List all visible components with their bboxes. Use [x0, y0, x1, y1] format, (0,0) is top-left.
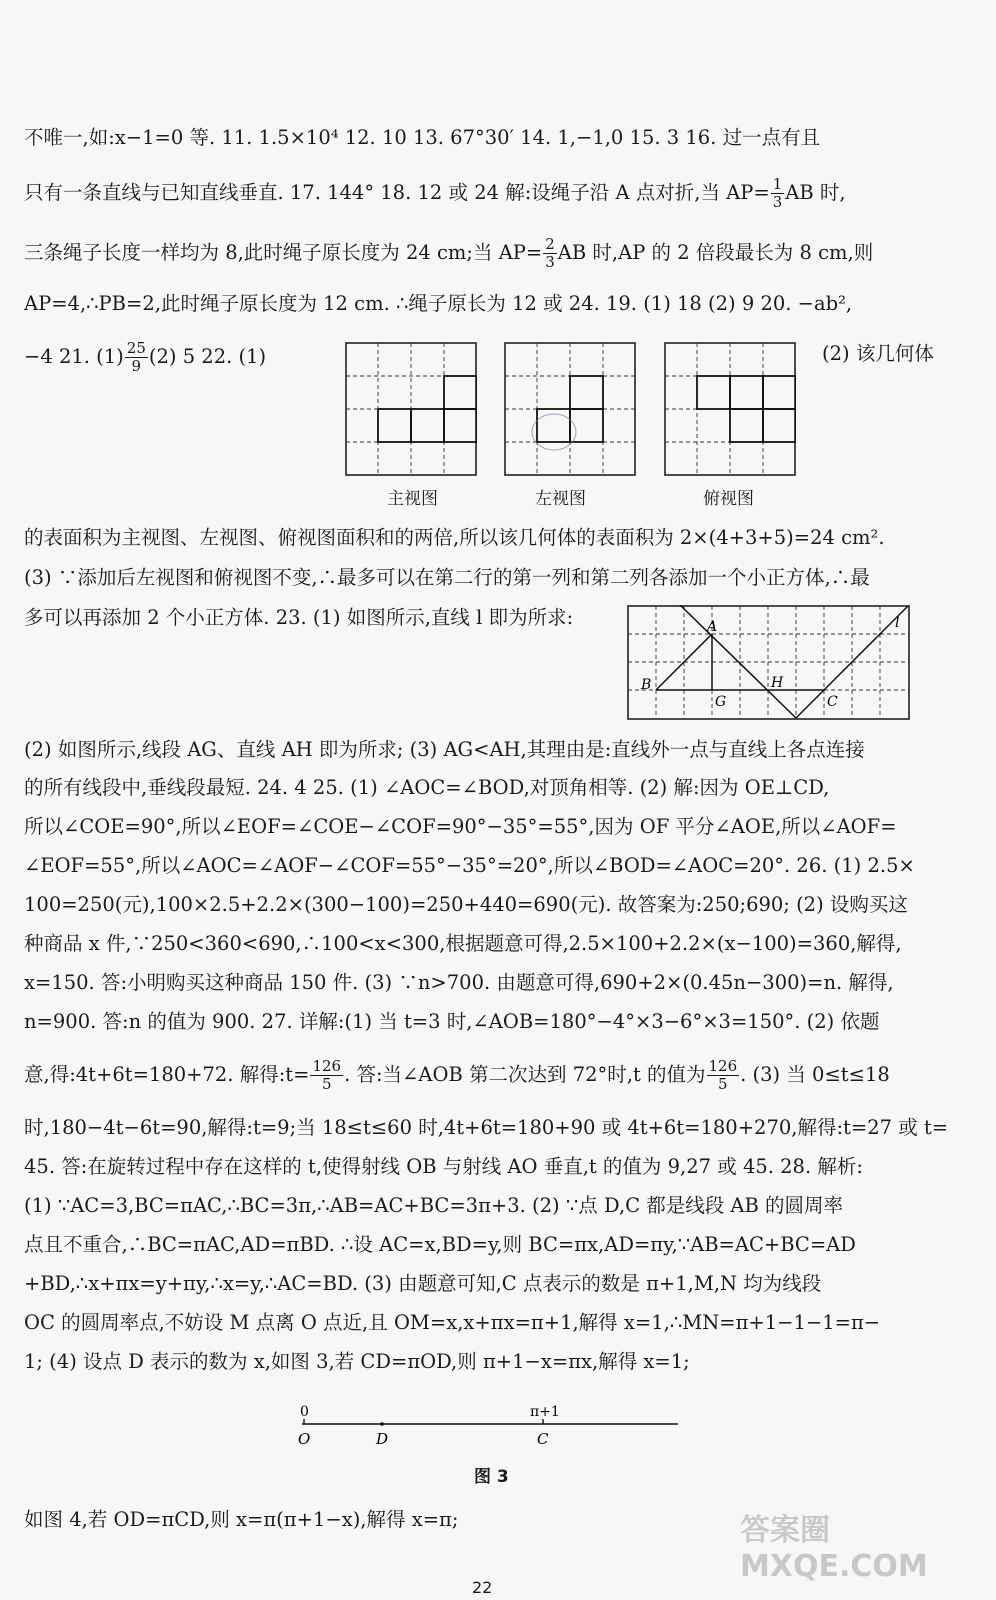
left-view-figure: [504, 342, 636, 476]
text-line-25: 如图 4,若 OD=πCD,则 x=π(π+1−x),解得 x=π;: [24, 1508, 459, 1531]
fraction-denominator: 9: [131, 357, 142, 375]
point-D: [380, 1422, 384, 1426]
text-line-16: n=900. 答:n 的值为 900. 27. 详解:(1) 当 t=3 时,∠AOB=180°−4°×3−6°×3=150°. (2) 依题: [24, 1010, 880, 1033]
text-line-13: 100=250(元),100×2.5+2.2×(300−100)=250+440=690(元). 故答案为:250;690; (2) 设购买这: [24, 893, 908, 916]
fraction-numerator: 126: [708, 1058, 738, 1075]
front-view-caption: 主视图: [387, 489, 438, 509]
fraction-numerator: 2: [545, 236, 555, 253]
fraction-q27b: [707, 1058, 740, 1093]
figure-3-caption: 图 3: [474, 1467, 509, 1487]
fraction-numerator: 126: [312, 1058, 342, 1075]
fraction-numerator: 25: [126, 340, 146, 357]
text-line-5-right: (2) 该几何体: [822, 342, 934, 365]
text-line-21: 点且不重合,∴BC=πAC,AD=πBD. ∴设 AC=x,BD=y,则 BC=πx,AD=πy,∵AB=AC+BC=AD: [24, 1233, 856, 1256]
text-line-7: (3) ∵添加后左视图和俯视图不变,∴最多可以在第二行的第一列和第二列各添加一个小正方体,∴最: [24, 566, 870, 589]
text-line-1: 不唯一,如:x−1=0 等. 11. 1.5×10⁴ 12. 10 13. 67°30′ 14. 1,−1,0 15. 3 16. 过一点有且: [24, 126, 821, 149]
text-line-10: 的所有线段中,垂线段最短. 24. 4 25. (1) ∠AOC=∠BOD,对顶角相等. (2) 解:因为 OE⊥CD,: [24, 776, 830, 799]
fraction-q27a: [310, 1058, 343, 1093]
number-line-figure: [290, 1400, 690, 1454]
text-line-15: x=150. 答:小明购买这种商品 150 件. (3) ∵n>700. 由题意可得,690+2×(0.45n−300)=n. 解得,: [24, 971, 894, 994]
text-line-12: ∠EOF=55°,所以∠AOC=∠AOF−∠COF=55°−35°=20°,所以∠BOD=∠AOC=20°. 26. (1) 2.5×: [24, 854, 915, 877]
fraction-one-third: [771, 176, 785, 211]
fraction-numerator: 1: [772, 176, 783, 193]
fraction-q21: [125, 340, 148, 375]
text-line-17-mid: . 答:当∠AOB 第二次达到 72°时,t 的值为: [344, 1063, 706, 1086]
label-l: l: [895, 615, 900, 631]
text-line-8: 多可以再添加 2 个小正方体. 23. (1) 如图所示,直线 l 即为所求:: [24, 606, 574, 629]
watermark: 答案圈 MXQE.COM: [740, 1513, 928, 1584]
text-line-17-tail: . (3) 当 0≤t≤18: [740, 1063, 890, 1086]
page-number: 22: [472, 1578, 493, 1597]
left-view-caption: 左视图: [535, 489, 586, 509]
label-C-numberline: C: [537, 1430, 549, 1448]
text-line-20: (1) ∵AC=3,BC=πAC,∴BC=3π,∴AB=AC+BC=3π+3. (2) ∵点 D,C 都是线段 AB 的圆周率: [24, 1194, 844, 1217]
q23-grid-figure: [627, 605, 910, 720]
fraction-two-thirds: [543, 236, 557, 271]
label-G: G: [715, 694, 727, 710]
text-line-3-head: 三条绳子长度一样均为 8,此时绳子原长度为 24 cm;当 AP=: [24, 241, 543, 264]
label-B: B: [641, 677, 652, 693]
text-line-2-head: 只有一条直线与已知直线垂直. 17. 144° 18. 12 或 24 解:设绳子沿 A 点对折,当 AP=: [24, 181, 770, 204]
text-line-4: AP=4,∴PB=2,此时绳子原长度为 12 cm. ∴绳子原长为 12 或 24. 19. (1) 18 (2) 9 20. −ab²,: [24, 292, 853, 315]
front-view-figure: [345, 342, 477, 476]
text-line-18: 时,180−4t−6t=90,解得:t=9;当 18≤t≤60 时,4t+6t=180+90 或 4t+6t=180+270,解得:t=27 或 t=: [24, 1116, 949, 1139]
label-C: C: [827, 694, 838, 710]
label-D: D: [376, 1430, 389, 1448]
label-H: H: [771, 675, 784, 691]
text-line-11: 所以∠COE=90°,所以∠EOF=∠COE−∠COF=90°−35°=55°,因为 OF 平分∠AOE,所以∠AOF=: [24, 815, 897, 838]
text-line-19: 45. 答:在旋转过程中存在这样的 t,使得射线 OB 与射线 AO 垂直,t 的值为 9,27 或 45. 28. 解析:: [24, 1155, 863, 1178]
text-line-2: [24, 176, 972, 211]
top-view-figure: [664, 342, 796, 476]
text-line-2-tail: AB 时,: [785, 181, 846, 204]
label-A: A: [707, 619, 718, 635]
label-pi-plus-1: π+1: [530, 1404, 560, 1420]
text-line-5-head: −4 21. (1): [24, 345, 124, 368]
text-line-24: 1; (4) 设点 D 表示的数为 x,如图 3,若 CD=πOD,则 π+1−x=πx,解得 x=1;: [24, 1350, 690, 1373]
top-view-caption: 俯视图: [703, 489, 754, 509]
fraction-denominator: 3: [545, 253, 555, 271]
fraction-denominator: 3: [772, 193, 783, 211]
text-line-5-mid: (2) 5 22. (1): [148, 345, 267, 368]
text-line-5: [24, 340, 344, 375]
text-line-23: OC 的圆周率点,不妨设 M 点离 O 点近,且 OM=x,x+πx=π+1,解得 x=1,∴MN=π+1−1−1=π−: [24, 1311, 881, 1334]
text-line-17: [24, 1058, 972, 1093]
text-line-9: (2) 如图所示,线段 AG、直线 AH 即为所求; (3) AG<AH,其理由是:直线外一点与直线上各点连接: [24, 738, 865, 761]
line-AH: [680, 605, 796, 718]
text-line-3-tail: AB 时,AP 的 2 倍段最长为 8 cm,则: [557, 241, 874, 264]
text-line-22: +BD,∴x+πx=y+πy,∴x=y,∴AC=BD. (3) 由题意可知,C 点表示的数是 π+1,M,N 均为线段: [24, 1272, 822, 1295]
text-line-6: 的表面积为主视图、左视图、俯视图面积和的两倍,所以该几何体的表面积为 2×(4+3+5)=24 cm².: [24, 526, 885, 549]
text-line-14: 种商品 x 件,∵250<360<690,∴100<x<300,根据题意可得,2.5×100+2.2×(x−100)=360,解得,: [24, 932, 902, 955]
label-zero: 0: [300, 1404, 309, 1420]
label-O: O: [298, 1430, 311, 1448]
fraction-denominator: 5: [322, 1075, 332, 1093]
text-line-17-head: 意,得:4t+6t=180+72. 解得:t=: [24, 1063, 310, 1086]
text-line-3: [24, 236, 972, 271]
fraction-denominator: 5: [718, 1075, 728, 1093]
